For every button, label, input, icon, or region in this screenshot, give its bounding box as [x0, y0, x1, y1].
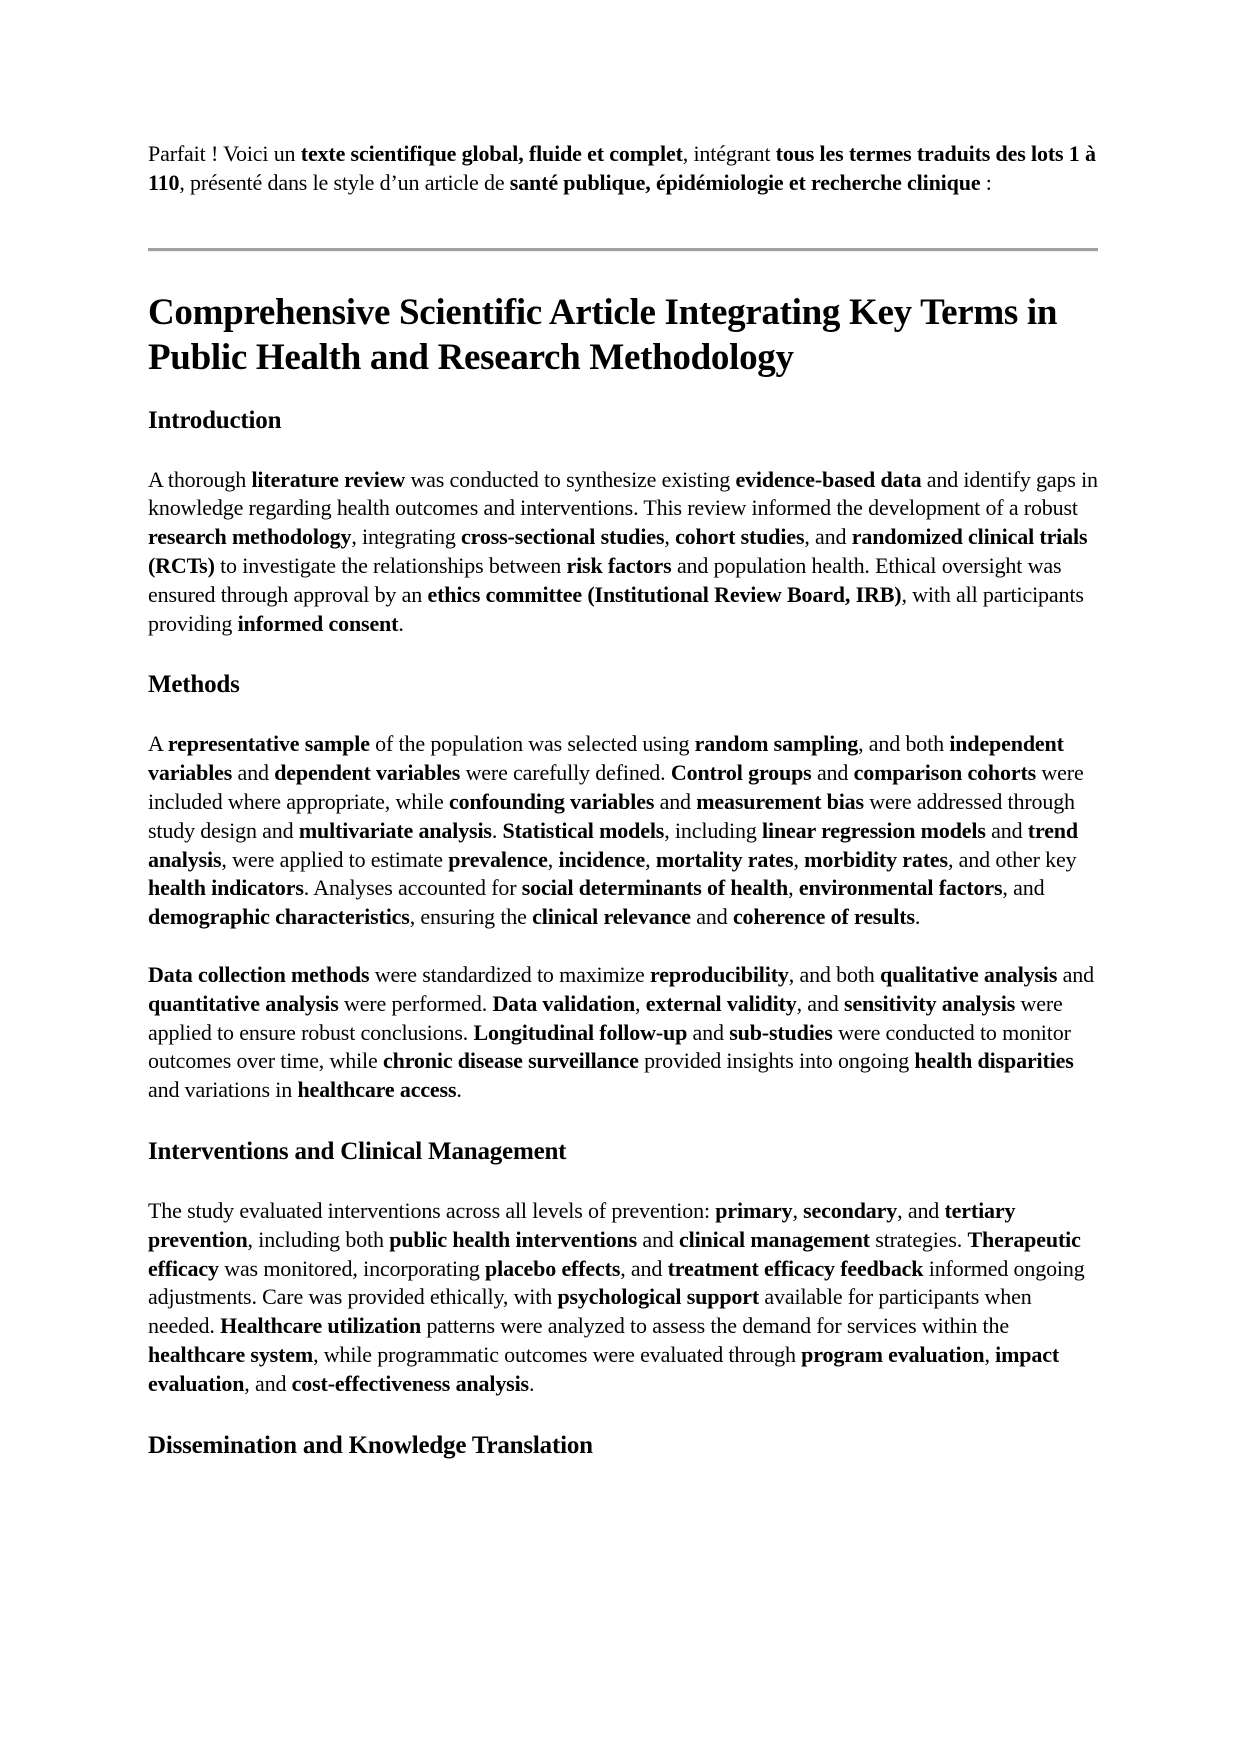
key-term: trend analysis — [148, 817, 1078, 872]
section-introduction — [148, 406, 1098, 639]
key-term: independent variables — [148, 731, 1064, 786]
key-term: secondary — [803, 1197, 898, 1223]
key-term: representative sample — [167, 731, 370, 757]
key-term: santé publique, épidémiologie et recherche clinique — [509, 169, 981, 195]
key-term: placebo effects — [485, 1255, 621, 1281]
key-term: quantitative analysis — [148, 990, 339, 1016]
key-term: Statistical models — [502, 817, 665, 843]
key-term: ethics committee (Institutional Review Board, IRB) — [427, 581, 902, 607]
key-term: cost-effectiveness analysis — [291, 1370, 529, 1396]
key-term: sensitivity analysis — [843, 990, 1016, 1016]
key-term: Therapeutic efficacy — [148, 1226, 1081, 1281]
key-term: social determinants of health — [521, 875, 789, 901]
body-paragraph: The study evaluated interventions across all levels of prevention: primary, secondary, and tertiary prevention, including both public health interventions and clinical management strategies. Therapeutic efficacy was monitored, incorporating placebo effects, and treatment efficacy feedback informed ongoing adjustments. Care was provided ethically, with psychological support available for participants when needed. Healthcare utilization patterns were analyzed to assess the demand for services within the healthcare system, while programmatic outcomes were evaluated through program evaluation, impact evaluation, and cost-effectiveness analysis. — [148, 1197, 1085, 1396]
key-term: program evaluation — [801, 1341, 985, 1367]
key-term: environmental factors — [798, 875, 1003, 901]
key-term: health indicators — [148, 875, 304, 901]
key-term: linear regression models — [762, 817, 986, 843]
key-term: coherence of results — [732, 904, 915, 930]
key-term: random sampling — [694, 731, 859, 757]
key-term: incidence — [558, 846, 646, 872]
article-title: Comprehensive Scientific Article Integrating Key Terms in Public Health and Research Methodology — [148, 291, 1058, 378]
body-paragraph: A representative sample of the population was selected using random sampling, and both independent variables and dependent variables were carefully defined. Control groups and comparison cohorts were included where appropriate, while confounding variables and measurement bias were addressed through study design and multivariate analysis. Statistical models, including linear regression models and trend analysis, were applied to estimate prevalence, incidence, mortality rates, morbidity rates, and other key health indicators. Analyses accounted for social determinants of health, environmental factors, and demographic characteristics, ensuring the clinical relevance and coherence of results. — [148, 731, 1084, 930]
key-term: texte scientifique global, fluide et complet — [300, 141, 683, 166]
key-term: healthcare access — [297, 1077, 457, 1103]
key-term: comparison cohorts — [853, 760, 1037, 786]
key-term: public health interventions — [389, 1226, 637, 1252]
document-page — [148, 140, 1098, 1491]
key-term: cross-sectional studies — [461, 524, 665, 550]
key-term: Longitudinal follow-up — [473, 1019, 688, 1045]
key-term: clinical management — [679, 1226, 870, 1252]
key-term: cohort studies — [675, 524, 805, 550]
preamble-paragraph: Parfait ! Voici un texte scientifique global, fluide et complet, intégrant tous les termes traduits des lots 1 à 110, présenté dans le style d’un article de santé publique, épidémiologie et recherche clinique : — [148, 141, 1096, 195]
key-term: Healthcare utilization — [220, 1313, 422, 1339]
key-term: chronic disease surveillance — [383, 1048, 639, 1074]
key-term: tous les termes traduits des lots 1 à 110 — [148, 141, 1096, 195]
key-term: psychological support — [557, 1284, 760, 1310]
section-interventions — [148, 1137, 1098, 1399]
key-term: confounding variables — [448, 788, 655, 814]
section-heading: Dissemination and Knowledge Translation — [148, 1431, 593, 1459]
key-term: measurement bias — [696, 788, 864, 814]
key-term: morbidity rates — [804, 846, 948, 872]
key-term: external validity — [645, 990, 797, 1016]
key-term: demographic characteristics — [148, 904, 410, 930]
key-term: treatment efficacy feedback — [667, 1255, 924, 1281]
key-term: multivariate analysis — [298, 817, 492, 843]
section-heading: Interventions and Clinical Management — [148, 1137, 567, 1165]
key-term: research methodology — [148, 524, 352, 550]
key-term: dependent variables — [274, 760, 461, 786]
key-term: Control groups — [670, 760, 812, 786]
body-paragraph: A thorough literature review was conducted to synthesize existing evidence-based data and identify gaps in knowledge regarding health outcomes and interventions. This review informed the development of a robust research methodology, integrating cross-sectional studies, cohort studies, and randomized clinical trials (RCTs) to investigate the relationships between risk factors and population health. Ethical oversight was ensured through approval by an ethics committee (Institutional Review Board, IRB), with all participants providing informed consent. — [148, 466, 1098, 636]
section-heading: Introduction — [148, 406, 282, 434]
section-methods — [148, 670, 1098, 1105]
key-term: Data collection methods — [148, 961, 370, 987]
key-term: primary — [715, 1197, 793, 1223]
key-term: healthcare system — [148, 1341, 314, 1367]
key-term: mortality rates — [655, 846, 794, 872]
key-term: tertiary prevention — [148, 1197, 1016, 1252]
key-term: risk factors — [566, 552, 672, 578]
key-term: evidence-based data — [735, 466, 922, 492]
key-term: health disparities — [914, 1048, 1074, 1074]
key-term: impact evaluation — [148, 1341, 1060, 1396]
key-term: literature review — [251, 466, 406, 492]
key-term: randomized clinical trials (RCTs) — [148, 524, 1088, 578]
key-term: sub-studies — [729, 1019, 833, 1045]
horizontal-divider — [148, 248, 1098, 252]
key-term: informed consent — [237, 610, 399, 636]
key-term: clinical relevance — [532, 904, 691, 930]
key-term: prevalence — [448, 846, 548, 872]
key-term: qualitative analysis — [880, 961, 1058, 987]
body-paragraph: Data collection methods were standardized to maximize reproducibility, and both qualitative analysis and quantitative analysis were performed. Data validation, external validity, and sensitivity analysis were applied to ensure robust conclusions. Longitudinal follow-up and sub-studies were conducted to monitor outcomes over time, while chronic disease surveillance provided insights into ongoing health disparities and variations in healthcare access. — [148, 961, 1094, 1103]
section-heading: Methods — [148, 671, 240, 699]
key-term: Data validation — [492, 990, 636, 1016]
key-term: reproducibility — [650, 961, 789, 987]
section-dissemination — [148, 1431, 1098, 1461]
